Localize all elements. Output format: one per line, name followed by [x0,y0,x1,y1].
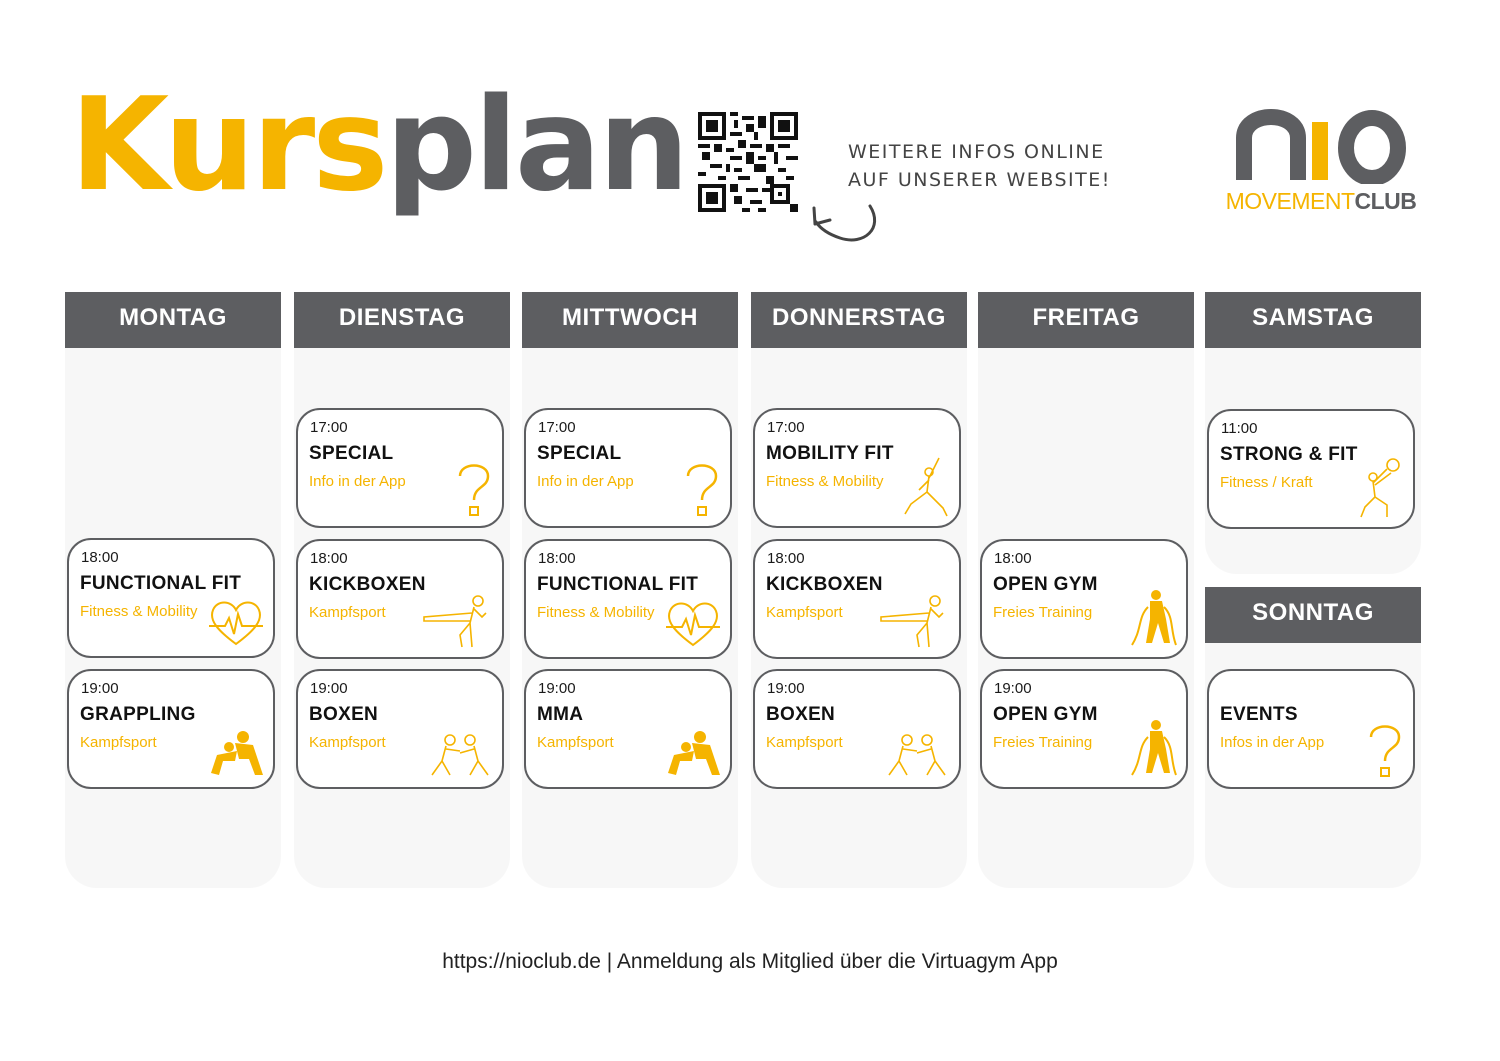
class-category: Kampfsport [309,604,386,621]
class-category: Fitness / Kraft [1220,474,1313,491]
heartbeat-icon [207,598,265,648]
day-header: MONTAG [65,292,281,348]
class-name: MOBILITY FIT [766,443,894,464]
grappling-icon [207,729,265,779]
class-category: Info in der App [309,473,406,490]
class-category: Kampfsport [80,734,157,751]
class-time: 18:00 [767,550,805,567]
day-header: FREITAG [978,292,1194,348]
class-card[interactable] [1207,409,1415,529]
page-title [70,71,687,220]
website-note [848,138,1111,194]
class-category: Kampfsport [309,734,386,751]
class-card[interactable] [980,669,1188,789]
class-card[interactable] [296,539,504,659]
heartbeat-icon [664,599,722,649]
class-name: EVENTS [1220,704,1298,725]
class-category: Fitness & Mobility [80,603,198,620]
class-time: 17:00 [767,419,805,436]
nio-logo [1218,104,1424,216]
day-header: DONNERSTAG [751,292,967,348]
class-card[interactable] [980,539,1188,659]
kickboxer-icon [877,595,951,649]
class-category: Kampfsport [766,734,843,751]
class-name: BOXEN [766,704,836,725]
class-category: Kampfsport [766,604,843,621]
class-card[interactable] [524,669,732,789]
class-name: MMA [537,704,584,725]
class-name: FUNCTIONAL FIT [537,574,699,595]
class-time: 11:00 [1221,420,1258,437]
class-name: OPEN GYM [993,704,1098,725]
class-category: Freies Training [993,604,1093,621]
day-header: SONNTAG [1205,587,1421,643]
class-name: SPECIAL [309,443,394,464]
class-time: 19:00 [310,680,348,697]
class-card[interactable] [753,408,961,528]
kickboxer-icon [420,595,494,649]
class-card[interactable] [524,539,732,659]
class-time: 18:00 [310,550,348,567]
class-time: 18:00 [81,549,119,566]
class-card[interactable] [524,408,732,528]
title-part-kurs: Kurs [70,71,386,220]
class-category: Kampfsport [537,734,614,751]
class-time: 17:00 [538,419,576,436]
class-card[interactable] [753,539,961,659]
day-header: SAMSTAG [1205,292,1421,348]
class-category: Fitness & Mobility [537,604,655,621]
class-name: KICKBOXEN [766,574,883,595]
class-card[interactable] [67,669,275,789]
day-header: MITTWOCH [522,292,738,348]
class-name: OPEN GYM [993,574,1098,595]
class-name: KICKBOXEN [309,574,426,595]
qr-code-icon[interactable] [698,112,798,212]
kettlebell-icon [1357,457,1405,519]
question-icon [454,460,494,518]
website-note-line1: WEITERE INFOS ONLINE [848,141,1105,163]
website-note-line2: AUF UNSERER WEBSITE! [848,169,1111,191]
logo-wordmark: MOVEMENTCLUB [1225,188,1417,214]
footer-text[interactable]: https://nioclub.de | Anmeldung als Mitglied über die Virtuagym App [442,950,1058,973]
class-card[interactable] [67,538,275,658]
class-name: SPECIAL [537,443,622,464]
day-header: DIENSTAG [294,292,510,348]
class-card[interactable] [753,669,961,789]
class-card[interactable] [296,408,504,528]
class-category: Freies Training [993,734,1093,751]
title-part-plan: plan [385,71,687,220]
class-time: 19:00 [767,680,805,697]
class-card[interactable] [296,669,504,789]
curved-arrow-icon [804,198,884,248]
class-name: BOXEN [309,704,379,725]
question-icon [1365,721,1405,779]
class-time: 19:00 [538,680,576,697]
class-category: Fitness & Mobility [766,473,884,490]
class-category: Infos in der App [1220,734,1325,751]
class-name: GRAPPLING [80,704,196,725]
class-time: 18:00 [538,550,576,567]
class-category: Info in der App [537,473,634,490]
class-time: 19:00 [994,680,1032,697]
class-time: 17:00 [310,419,348,436]
battle-rope-icon [1130,589,1178,649]
grappling-icon [664,729,722,779]
class-time: 19:00 [81,680,119,697]
class-name: STRONG & FIT [1220,444,1358,465]
battle-rope-icon [1130,719,1178,779]
nio-logo-mark [1236,104,1406,184]
boxers-icon [426,733,494,779]
class-name: FUNCTIONAL FIT [80,573,242,594]
class-time: 18:00 [994,550,1032,567]
boxers-icon [883,733,951,779]
stretching-icon [903,456,951,518]
class-card[interactable] [1207,669,1415,789]
question-icon [682,460,722,518]
